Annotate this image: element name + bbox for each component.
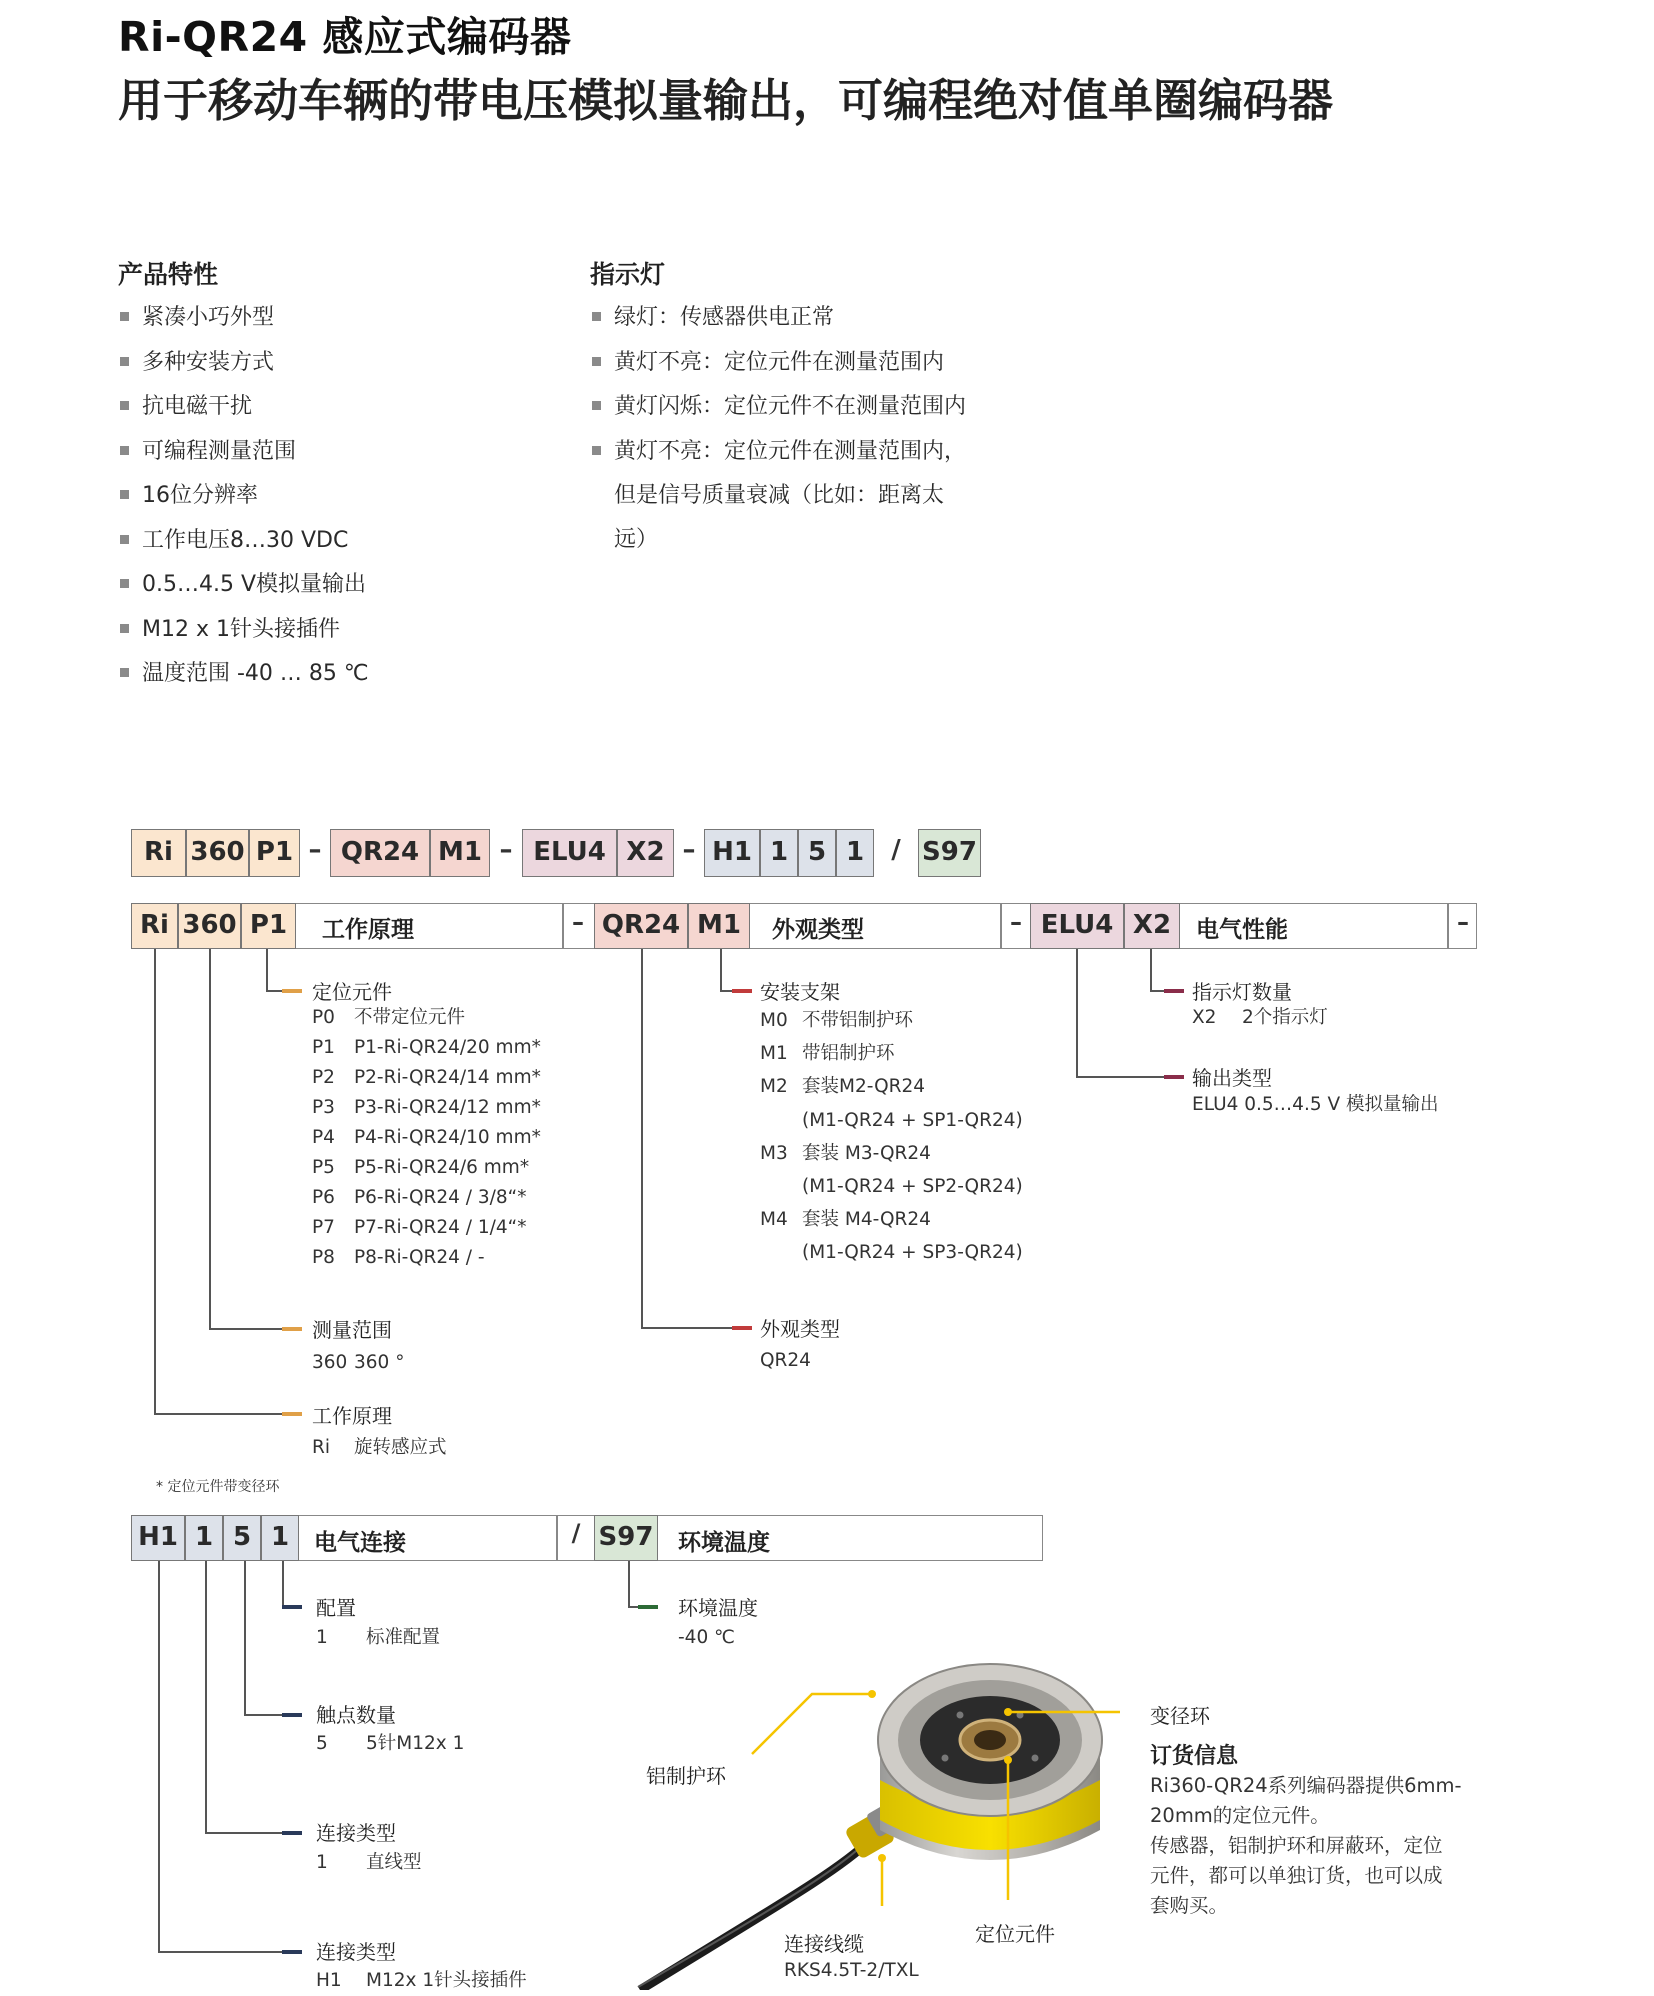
hdr-360: 360 xyxy=(178,903,241,949)
config-value: 1 标准配置 xyxy=(316,1627,441,1648)
hdr-env-label: 环境温度 xyxy=(678,1530,770,1556)
indicator-item: 黄灯不亮：定位元件在测量范围内， xyxy=(590,430,966,475)
indicator-continuation: 远） xyxy=(614,527,659,552)
hdr-electrical-label: 电气性能 xyxy=(1196,917,1288,943)
connector-tick xyxy=(1164,1075,1184,1079)
code-digit: 1 xyxy=(836,829,874,877)
connector-line xyxy=(209,949,211,1329)
option-row: M1 带铝制护环 xyxy=(760,1043,895,1065)
code-s97: S97 xyxy=(918,829,981,877)
mounting-title: 安装支架 xyxy=(760,980,840,1004)
code-digit: 1 xyxy=(760,829,798,877)
code-dash: – xyxy=(499,835,513,865)
code-qr24: QR24 xyxy=(330,829,430,877)
feature-item: 工作电压8…30 VDC xyxy=(118,519,369,564)
connector-line xyxy=(209,1328,282,1330)
hdr-m1: M1 xyxy=(688,903,750,949)
hdr-p1: P1 xyxy=(241,903,296,949)
option-row: M2 套装M2-QR24 xyxy=(760,1076,926,1098)
hdr-h1: H1 xyxy=(131,1515,185,1561)
option-row: P0 不带定位元件 xyxy=(312,1007,466,1028)
option-row: P2 P2-Ri-QR24/14 mm* xyxy=(312,1067,541,1088)
connector-line xyxy=(282,1561,284,1607)
footnote: * 定位元件带变径环 xyxy=(156,1479,280,1495)
connector-line xyxy=(641,949,643,1328)
connector-line xyxy=(266,949,268,991)
page-subtitle: 用于移动车辆的带电压模拟量输出，可编程绝对值单圈编码器 xyxy=(118,74,1334,127)
option-row: P1 P1-Ri-QR24/20 mm* xyxy=(312,1037,541,1058)
feature-item: 16位分辨率 xyxy=(118,474,369,519)
option-row: P6 P6-Ri-QR24 / 3/8“* xyxy=(312,1187,527,1208)
measuring-range-value: 360 360 ° xyxy=(312,1352,405,1373)
option-row: P4 P4-Ri-QR24/10 mm* xyxy=(312,1127,541,1148)
appearance-title: 外观类型 xyxy=(760,1317,840,1341)
connector-line xyxy=(641,1327,732,1329)
contacts-value: 5 5针M12x 1 xyxy=(316,1733,465,1754)
led-count-value: X2 2个指示灯 xyxy=(1192,1007,1328,1028)
connector-tick xyxy=(282,1412,302,1416)
code-dash: – xyxy=(682,835,696,865)
positioning-options xyxy=(312,1003,541,1273)
hdr-qr24: QR24 xyxy=(594,903,688,949)
option-row: M3 套装 M3-QR24 xyxy=(760,1142,931,1164)
hdr-s97: S97 xyxy=(594,1515,658,1561)
connector-tick xyxy=(732,1326,752,1330)
config-title: 配置 xyxy=(316,1596,356,1620)
label-reducer: 变径环 xyxy=(1150,1704,1210,1728)
appearance-value: QR24 xyxy=(760,1350,811,1371)
hdr-slash: / xyxy=(571,1519,581,1547)
code-dash: – xyxy=(308,835,322,865)
conn-type-value: 1 直线型 xyxy=(316,1852,422,1873)
code-p1: P1 xyxy=(249,829,300,877)
connector-line xyxy=(205,1561,207,1833)
output-type-title: 输出类型 xyxy=(1192,1066,1272,1090)
label-cable-code: RKS4.5T-2/TXL xyxy=(784,1960,919,1981)
led-count-title: 指示灯数量 xyxy=(1192,980,1292,1004)
order-line: 传感器，铝制护环和屏蔽环，定位 xyxy=(1150,1834,1443,1857)
option-row: (M1-QR24 + SP2-QR24) xyxy=(802,1176,1023,1198)
positioning-title: 定位元件 xyxy=(312,980,392,1004)
connector-line xyxy=(1150,949,1152,991)
order-line: Ri360-QR24系列编码器提供6mm- xyxy=(1150,1774,1462,1797)
conn-type2-title: 连接类型 xyxy=(316,1940,396,1964)
hdr-dash: – xyxy=(572,908,584,936)
features-list xyxy=(118,296,369,697)
connector-tick xyxy=(282,1950,302,1954)
connector-line xyxy=(154,1413,282,1415)
connector-line xyxy=(266,990,282,992)
indicators-list xyxy=(590,296,966,474)
connector-line xyxy=(244,1714,282,1716)
order-line: 元件，都可以单独订货，也可以成 xyxy=(1150,1864,1443,1887)
hdr-digit: 1 xyxy=(261,1515,299,1561)
hdr-principle-label: 工作原理 xyxy=(322,917,414,943)
connector-tick xyxy=(638,1605,658,1609)
connector-line xyxy=(205,1832,282,1834)
option-row: P5 P5-Ri-QR24/6 mm* xyxy=(312,1157,530,1178)
option-row: P3 P3-Ri-QR24/12 mm* xyxy=(312,1097,541,1118)
order-line: 套购买。 xyxy=(1150,1894,1229,1917)
connector-line xyxy=(720,990,732,992)
feature-item: 温度范围 -40 … 85 ℃ xyxy=(118,652,369,697)
conn-type-title: 连接类型 xyxy=(316,1821,396,1845)
connector-tick xyxy=(282,1831,302,1835)
feature-item: 紧凑小巧外型 xyxy=(118,296,369,341)
principle-title: 工作原理 xyxy=(312,1404,392,1428)
feature-item: M12 x 1针头接插件 xyxy=(118,608,369,653)
env-temp-value: -40 ℃ xyxy=(678,1627,735,1648)
hdr-dash: – xyxy=(1010,908,1022,936)
connector-tick xyxy=(282,1605,302,1609)
connector-tick xyxy=(282,1713,302,1717)
mounting-options xyxy=(760,1004,1023,1270)
code-digit: 5 xyxy=(798,829,836,877)
option-row: M4 套装 M4-QR24 xyxy=(760,1209,931,1231)
code-h1: H1 xyxy=(704,829,760,877)
feature-item: 0.5…4.5 V模拟量输出 xyxy=(118,563,369,608)
code-ri: Ri xyxy=(131,829,186,877)
connector-line xyxy=(244,1561,246,1715)
code-elu4: ELU4 xyxy=(522,829,617,877)
connector-line xyxy=(1076,1076,1164,1078)
option-row: (M1-QR24 + SP1-QR24) xyxy=(802,1109,1023,1131)
hdr-elu4: ELU4 xyxy=(1030,903,1124,949)
option-row: (M1-QR24 + SP3-QR24) xyxy=(802,1242,1023,1264)
hdr-ri: Ri xyxy=(131,903,178,949)
hdr-connection-label: 电气连接 xyxy=(314,1530,406,1556)
feature-item: 可编程测量范围 xyxy=(118,430,369,475)
order-info-text xyxy=(1150,1771,1462,1921)
feature-item: 多种安装方式 xyxy=(118,341,369,386)
features-title: 产品特性 xyxy=(118,260,219,289)
label-pos-element: 定位元件 xyxy=(975,1922,1055,1946)
order-line: 20mm的定位元件。 xyxy=(1150,1804,1330,1827)
conn-type2-value: H1 M12x 1针头接插件 xyxy=(316,1970,527,1991)
connector-line xyxy=(628,1561,630,1607)
connector-tick xyxy=(732,989,752,993)
code-slash: / xyxy=(891,835,901,865)
indicator-item: 黄灯闪烁：定位元件不在测量范围内 xyxy=(590,385,966,430)
hdr-x2: X2 xyxy=(1124,903,1180,949)
code-m1: M1 xyxy=(430,829,490,877)
order-info-title: 订货信息 xyxy=(1150,1744,1239,1769)
connector-line xyxy=(154,949,156,1414)
indicator-item: 黄灯不亮：定位元件在测量范围内 xyxy=(590,341,966,386)
connector-line xyxy=(628,1606,638,1608)
option-row: P8 P8-Ri-QR24 / - xyxy=(312,1247,485,1268)
page-title: Ri-QR24 感应式编码器 xyxy=(118,13,572,61)
label-cable: 连接线缆 xyxy=(784,1932,864,1956)
indicator-item: 绿灯：传感器供电正常 xyxy=(590,296,966,341)
encoder-photo xyxy=(600,1640,1160,1990)
option-row: M0 不带铝制护环 xyxy=(760,1010,914,1031)
env-temp-title: 环境温度 xyxy=(678,1596,758,1620)
indicators-title: 指示灯 xyxy=(590,260,666,289)
feature-item: 抗电磁干扰 xyxy=(118,385,369,430)
connector-tick xyxy=(282,989,302,993)
connector-line xyxy=(158,1561,160,1952)
option-row: P7 P7-Ri-QR24 / 1/4“* xyxy=(312,1217,527,1238)
indicator-continuation: 但是信号质量衰减（比如：距离太 xyxy=(614,483,945,508)
connector-line xyxy=(1076,949,1078,1077)
code-360: 360 xyxy=(186,829,249,877)
connector-tick xyxy=(1164,989,1184,993)
connector-tick xyxy=(282,1327,302,1331)
label-alu-ring: 铝制护环 xyxy=(646,1764,726,1788)
hdr-digit: 1 xyxy=(185,1515,223,1561)
measuring-range-title: 测量范围 xyxy=(312,1318,392,1342)
connector-line xyxy=(158,1951,282,1953)
hdr-dash: – xyxy=(1457,908,1469,936)
contacts-title: 触点数量 xyxy=(316,1703,396,1727)
connector-line xyxy=(720,949,722,991)
code-x2: X2 xyxy=(617,829,674,877)
connector-line xyxy=(1150,990,1164,992)
hdr-appearance-label: 外观类型 xyxy=(772,917,864,943)
principle-value: Ri 旋转感应式 xyxy=(312,1437,447,1458)
hdr-digit: 5 xyxy=(223,1515,261,1561)
output-type-value: ELU4 0.5…4.5 V 模拟量输出 xyxy=(1192,1094,1439,1115)
